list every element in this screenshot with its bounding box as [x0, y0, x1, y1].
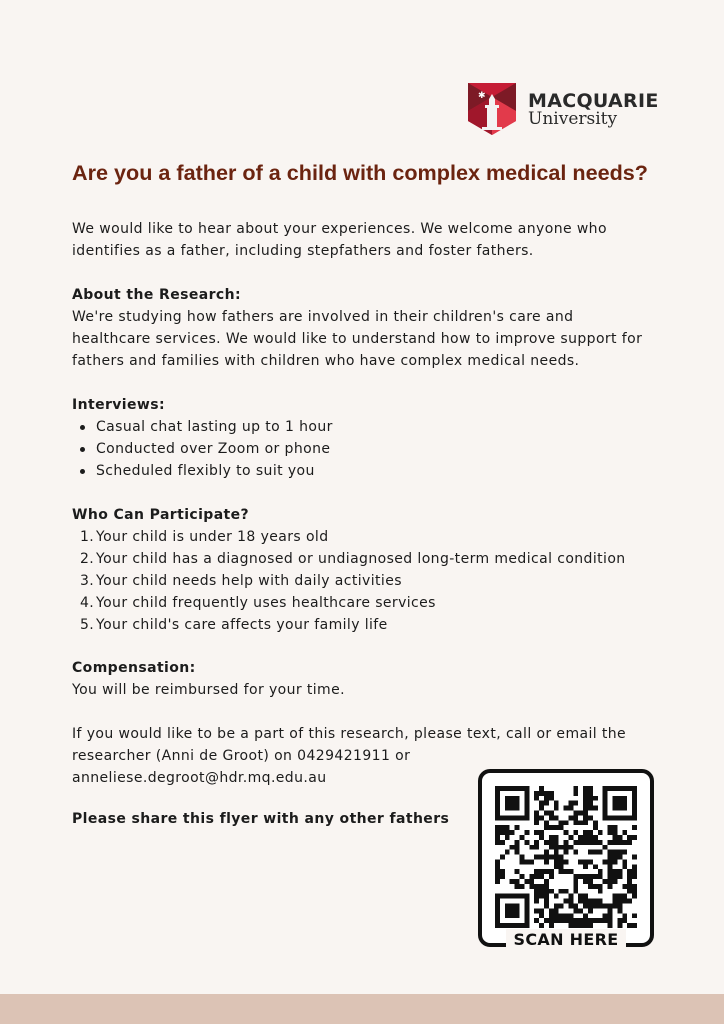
who-section: [72, 504, 652, 636]
university-crest-icon: [468, 83, 516, 135]
compensation-heading: Compensation:: [72, 660, 196, 676]
share-note: Please share this flyer with any other fathers: [72, 811, 450, 827]
list-number: 2.: [80, 551, 95, 567]
qr-card: [478, 769, 654, 947]
macquarie-logo: [468, 83, 658, 137]
list-item: Conducted over Zoom or phone: [72, 438, 652, 460]
list-text: Your child needs help with daily activities: [96, 573, 402, 589]
compensation-body: You will be reimbursed for your time.: [72, 682, 345, 698]
interviews-heading: Interviews:: [72, 397, 165, 413]
compensation-section: [72, 657, 652, 701]
about-section: [72, 284, 652, 372]
footer-bar: [0, 994, 724, 1024]
interviews-section: [72, 394, 652, 482]
list-item: Scheduled flexibly to suit you: [72, 460, 652, 482]
list-item: Casual chat lasting up to 1 hour: [72, 416, 652, 438]
page-title: Are you a father of a child with complex medical needs?: [72, 160, 648, 185]
logo-subtitle: University: [528, 109, 618, 129]
list-text: Your child is under 18 years old: [96, 529, 329, 545]
qr-label: SCAN HERE: [513, 930, 619, 949]
about-heading: About the Research:: [72, 287, 241, 303]
list-item: [72, 614, 652, 636]
list-number: 3.: [80, 573, 95, 589]
intro-section: [72, 218, 652, 262]
list-text: Your child's care affects your family life: [96, 617, 388, 633]
contact-email[interactable]: anneliese.degroot@hdr.mq.edu.au: [72, 770, 327, 786]
contact-line: researcher (Anni de Groot) on 0429421911 or: [72, 748, 411, 764]
list-text: Your child has a diagnosed or undiagnosed long-term medical condition: [96, 551, 626, 567]
intro-text: We would like to hear about your experiences. We welcome anyone who identifies as a father, including stepfathers and foster fathers.: [72, 221, 607, 259]
svg-text:✱: ✱: [478, 91, 486, 101]
contact-line: If you would like to be a part of this research, please text, call or email the: [72, 726, 627, 742]
who-heading: Who Can Participate?: [72, 507, 250, 523]
list-text: Your child frequently uses healthcare services: [96, 595, 436, 611]
list-item: [72, 548, 652, 570]
logo-name: MACQUARIE: [528, 90, 659, 112]
list-item: [72, 592, 652, 614]
list-item: [72, 570, 652, 592]
list-number: 4.: [80, 595, 95, 611]
interviews-list: [72, 416, 652, 482]
list-item: [72, 526, 652, 548]
list-number: 5.: [80, 617, 95, 633]
about-body: We're studying how fathers are involved in their children's care and healthcare services. We would like to understand how to improve support for fathers and families with children who have complex medical needs.: [72, 309, 643, 369]
who-list: [72, 526, 652, 636]
list-number: 1.: [80, 529, 95, 545]
qr-code[interactable]: [495, 786, 637, 928]
